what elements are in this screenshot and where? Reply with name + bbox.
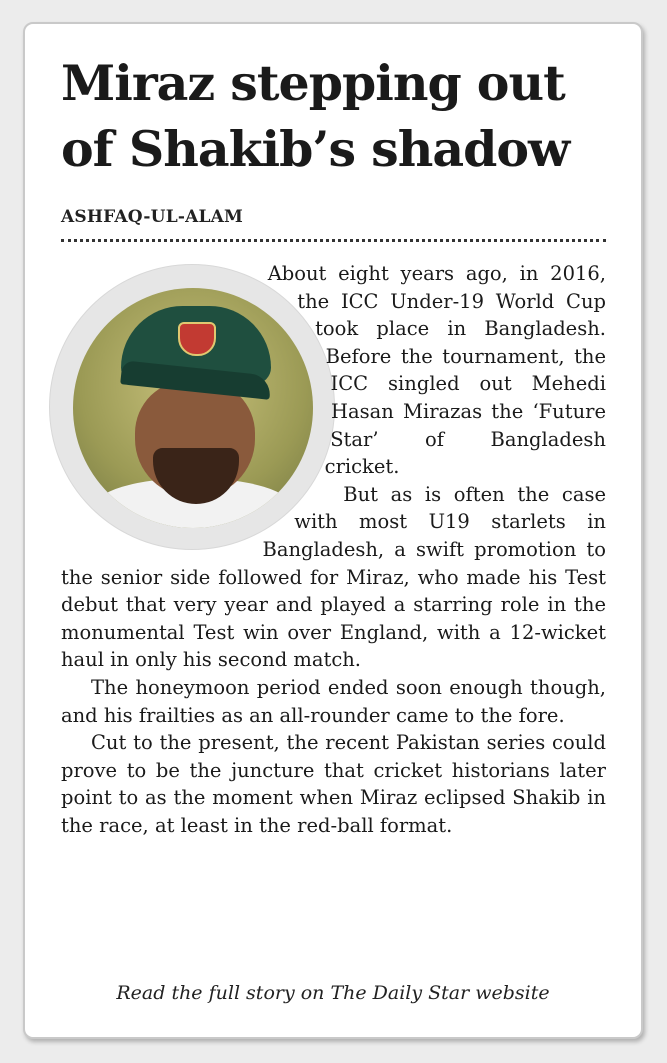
paragraph-3: The honeymoon period ended soon enough though, and his frailties as an all-rounder came to the fore. [61, 675, 606, 727]
headline: Miraz stepping out of Shakib’s shadow [61, 54, 570, 178]
byline: ASHFAQ-UL-ALAM [61, 207, 244, 227]
paragraph-2: But as is often the case with most U19 starlets in Bangladesh, a swift promotion to the senior side followed for Miraz, who made his Test debut that very year and played a starring role in the monumental Test win over England, with a 12-wicket haul in only his second match. [61, 482, 606, 672]
paragraph-1: About eight years ago, in 2016, the ICC Under-19 World Cup took place in Bangladesh. Before the tournament, the ICC singled out Mehedi Hasan Mirazas the ‘Future Star’ of Bangladesh cricket. [267, 262, 606, 479]
article-card [23, 22, 643, 1039]
paragraph-4: Cut to the present, the recent Pakistan series could prove to be the juncture that cricket historians later point to as the moment when Miraz eclipsed Shakib in the race, at least in the red-ball format. [61, 731, 606, 837]
read-more-note: Read the full story on The Daily Star website [116, 982, 550, 1004]
dotted-divider [61, 239, 606, 242]
article-body [61, 260, 606, 839]
